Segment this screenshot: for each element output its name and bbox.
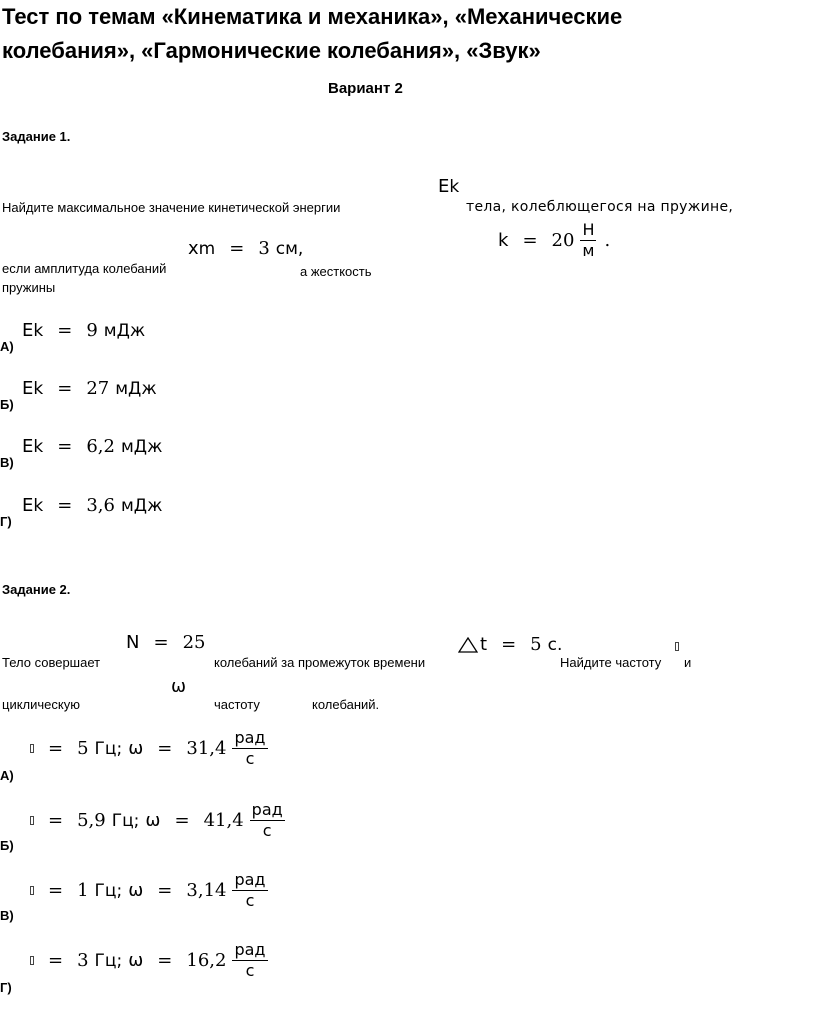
page-title-line-2: колебания», «Гармонические колебания», «Звук»	[2, 38, 541, 63]
opt-eq: =	[57, 378, 73, 399]
task-1-option-c[interactable]	[22, 436, 162, 457]
n-eq: =	[153, 632, 169, 653]
opt-omega: ω	[128, 738, 144, 760]
task-2-text-1: Тело совершает	[2, 655, 101, 670]
opt-sub: k	[33, 436, 44, 457]
frac-den: с	[262, 821, 272, 841]
opt-unit: мДж	[120, 436, 163, 457]
n-symbol: N	[126, 632, 140, 653]
opt-unit: мДж	[103, 320, 146, 341]
frac-den: с	[245, 749, 255, 769]
frac-num: рад	[234, 870, 266, 889]
task-1-text-4: а жесткость	[300, 264, 372, 279]
t-unit: с.	[547, 634, 563, 655]
opt-freq-unit: Гц;	[94, 738, 123, 759]
delta-icon	[458, 637, 478, 653]
opt-omega: ω	[128, 950, 144, 972]
opt-unit: мДж	[115, 378, 157, 399]
ek-e: E	[438, 176, 450, 197]
nu-icon	[30, 886, 34, 895]
xm-value: 3	[258, 238, 270, 259]
nu-symbol-icon	[675, 638, 679, 656]
opt-freq-unit: Гц;	[94, 880, 123, 901]
opt-e: E	[22, 436, 34, 457]
t-formula	[458, 634, 562, 655]
opt-eq: =	[48, 810, 64, 832]
t-symbol: t	[480, 634, 488, 655]
task-1-option-a-label: А)	[0, 339, 14, 354]
task-2-text-6: частоту	[214, 697, 260, 712]
frac-num: рад	[234, 728, 266, 747]
opt-value: 9	[86, 320, 98, 341]
task-2-text-3: Найдите частоту	[560, 655, 662, 670]
opt-w: 3,14	[186, 880, 227, 902]
opt-nu: 1	[77, 880, 89, 902]
frac-den: с	[245, 961, 255, 981]
xm-x: x	[188, 238, 199, 259]
ek-sub: k	[449, 176, 460, 197]
frac-num: рад	[251, 800, 283, 819]
nu-icon	[30, 816, 34, 825]
omega-unit-fraction	[232, 940, 267, 981]
xm-unit: см,	[275, 238, 304, 259]
omega-symbol: ω	[171, 676, 187, 697]
opt-eq: =	[57, 320, 73, 341]
opt-sub: k	[33, 378, 44, 399]
frac-num: рад	[234, 940, 266, 959]
opt-eq: =	[157, 738, 173, 760]
task-2-option-b[interactable]	[30, 800, 285, 841]
opt-eq: =	[174, 810, 190, 832]
t-eq: =	[501, 634, 517, 655]
n-value: 25	[182, 632, 206, 653]
task-1-text-5: пружины	[2, 280, 56, 295]
opt-eq: =	[57, 495, 73, 516]
task-2-option-d-label: Г)	[0, 980, 12, 995]
opt-nu: 5,9	[77, 810, 106, 832]
task-1-option-d-label: Г)	[0, 514, 12, 529]
opt-freq-unit: Гц;	[94, 950, 123, 971]
opt-e: E	[22, 378, 34, 399]
k-unit-num: Н	[582, 220, 595, 239]
opt-nu: 3	[77, 950, 89, 972]
opt-value: 3,6	[86, 495, 115, 516]
opt-eq: =	[48, 950, 64, 972]
opt-sub: k	[33, 320, 44, 341]
k-formula	[498, 220, 610, 261]
k-end: .	[604, 230, 611, 252]
opt-w: 16,2	[186, 950, 227, 972]
omega-unit-fraction	[250, 800, 285, 841]
xm-formula	[188, 238, 303, 259]
opt-eq: =	[48, 738, 64, 760]
opt-e: E	[22, 495, 34, 516]
task-1-option-b[interactable]	[22, 378, 157, 399]
task-2-option-c[interactable]	[30, 870, 268, 911]
opt-freq-unit: Гц;	[111, 810, 140, 831]
xm-sub: m	[198, 238, 216, 259]
task-2-heading: Задание 2.	[2, 582, 71, 597]
opt-value: 27	[86, 378, 110, 399]
opt-eq: =	[157, 950, 173, 972]
task-2-text-7: колебаний.	[312, 697, 380, 712]
task-2-option-a-label: А)	[0, 768, 14, 783]
task-2-option-a[interactable]	[30, 728, 268, 769]
nu-icon	[30, 956, 34, 965]
task-1-option-c-label: В)	[0, 455, 14, 470]
task-1-text-3: если амплитуда колебаний	[2, 261, 167, 276]
opt-eq: =	[57, 436, 73, 457]
opt-eq: =	[48, 880, 64, 902]
ek-symbol	[438, 176, 459, 197]
k-symbol: k	[498, 230, 509, 252]
task-2-option-d[interactable]	[30, 940, 268, 981]
opt-e: E	[22, 320, 34, 341]
task-2-text-2: колебаний за промежуток времени	[214, 655, 426, 670]
k-unit-fraction	[580, 220, 596, 261]
opt-omega: ω	[128, 880, 144, 902]
opt-eq: =	[157, 880, 173, 902]
task-2-text-4: и	[684, 655, 692, 670]
task-2-text-5: циклическую	[2, 697, 80, 712]
opt-omega: ω	[145, 810, 161, 832]
n-formula	[126, 632, 205, 653]
opt-value: 6,2	[86, 436, 115, 457]
t-value: 5	[530, 634, 542, 655]
k-value: 20	[551, 230, 575, 252]
omega-unit-fraction	[232, 728, 267, 769]
task-1-heading: Задание 1.	[2, 129, 71, 144]
opt-w: 31,4	[186, 738, 227, 760]
variant-heading: Вариант 2	[328, 80, 403, 97]
task-2-option-b-label: Б)	[0, 838, 14, 853]
opt-nu: 5	[77, 738, 89, 760]
omega-unit-fraction	[232, 870, 267, 911]
task-1-text-1: Найдите максимальное значение кинетической энергии	[2, 200, 341, 215]
task-1-option-d[interactable]	[22, 495, 162, 516]
task-1-text-2: тела, колеблющегося на пружине,	[466, 199, 734, 215]
xm-eq: =	[229, 238, 245, 259]
opt-sub: k	[33, 495, 44, 516]
k-eq: =	[522, 230, 538, 252]
opt-unit: мДж	[120, 495, 163, 516]
task-1-option-a[interactable]	[22, 320, 145, 341]
task-1-option-b-label: Б)	[0, 397, 14, 412]
page-title-line-1: Тест по темам «Кинематика и механика», «Механические	[2, 4, 623, 29]
k-unit-den: м	[582, 241, 595, 261]
task-2-option-c-label: В)	[0, 908, 14, 923]
opt-w: 41,4	[203, 810, 244, 832]
nu-icon	[30, 744, 34, 753]
frac-den: с	[245, 891, 255, 911]
